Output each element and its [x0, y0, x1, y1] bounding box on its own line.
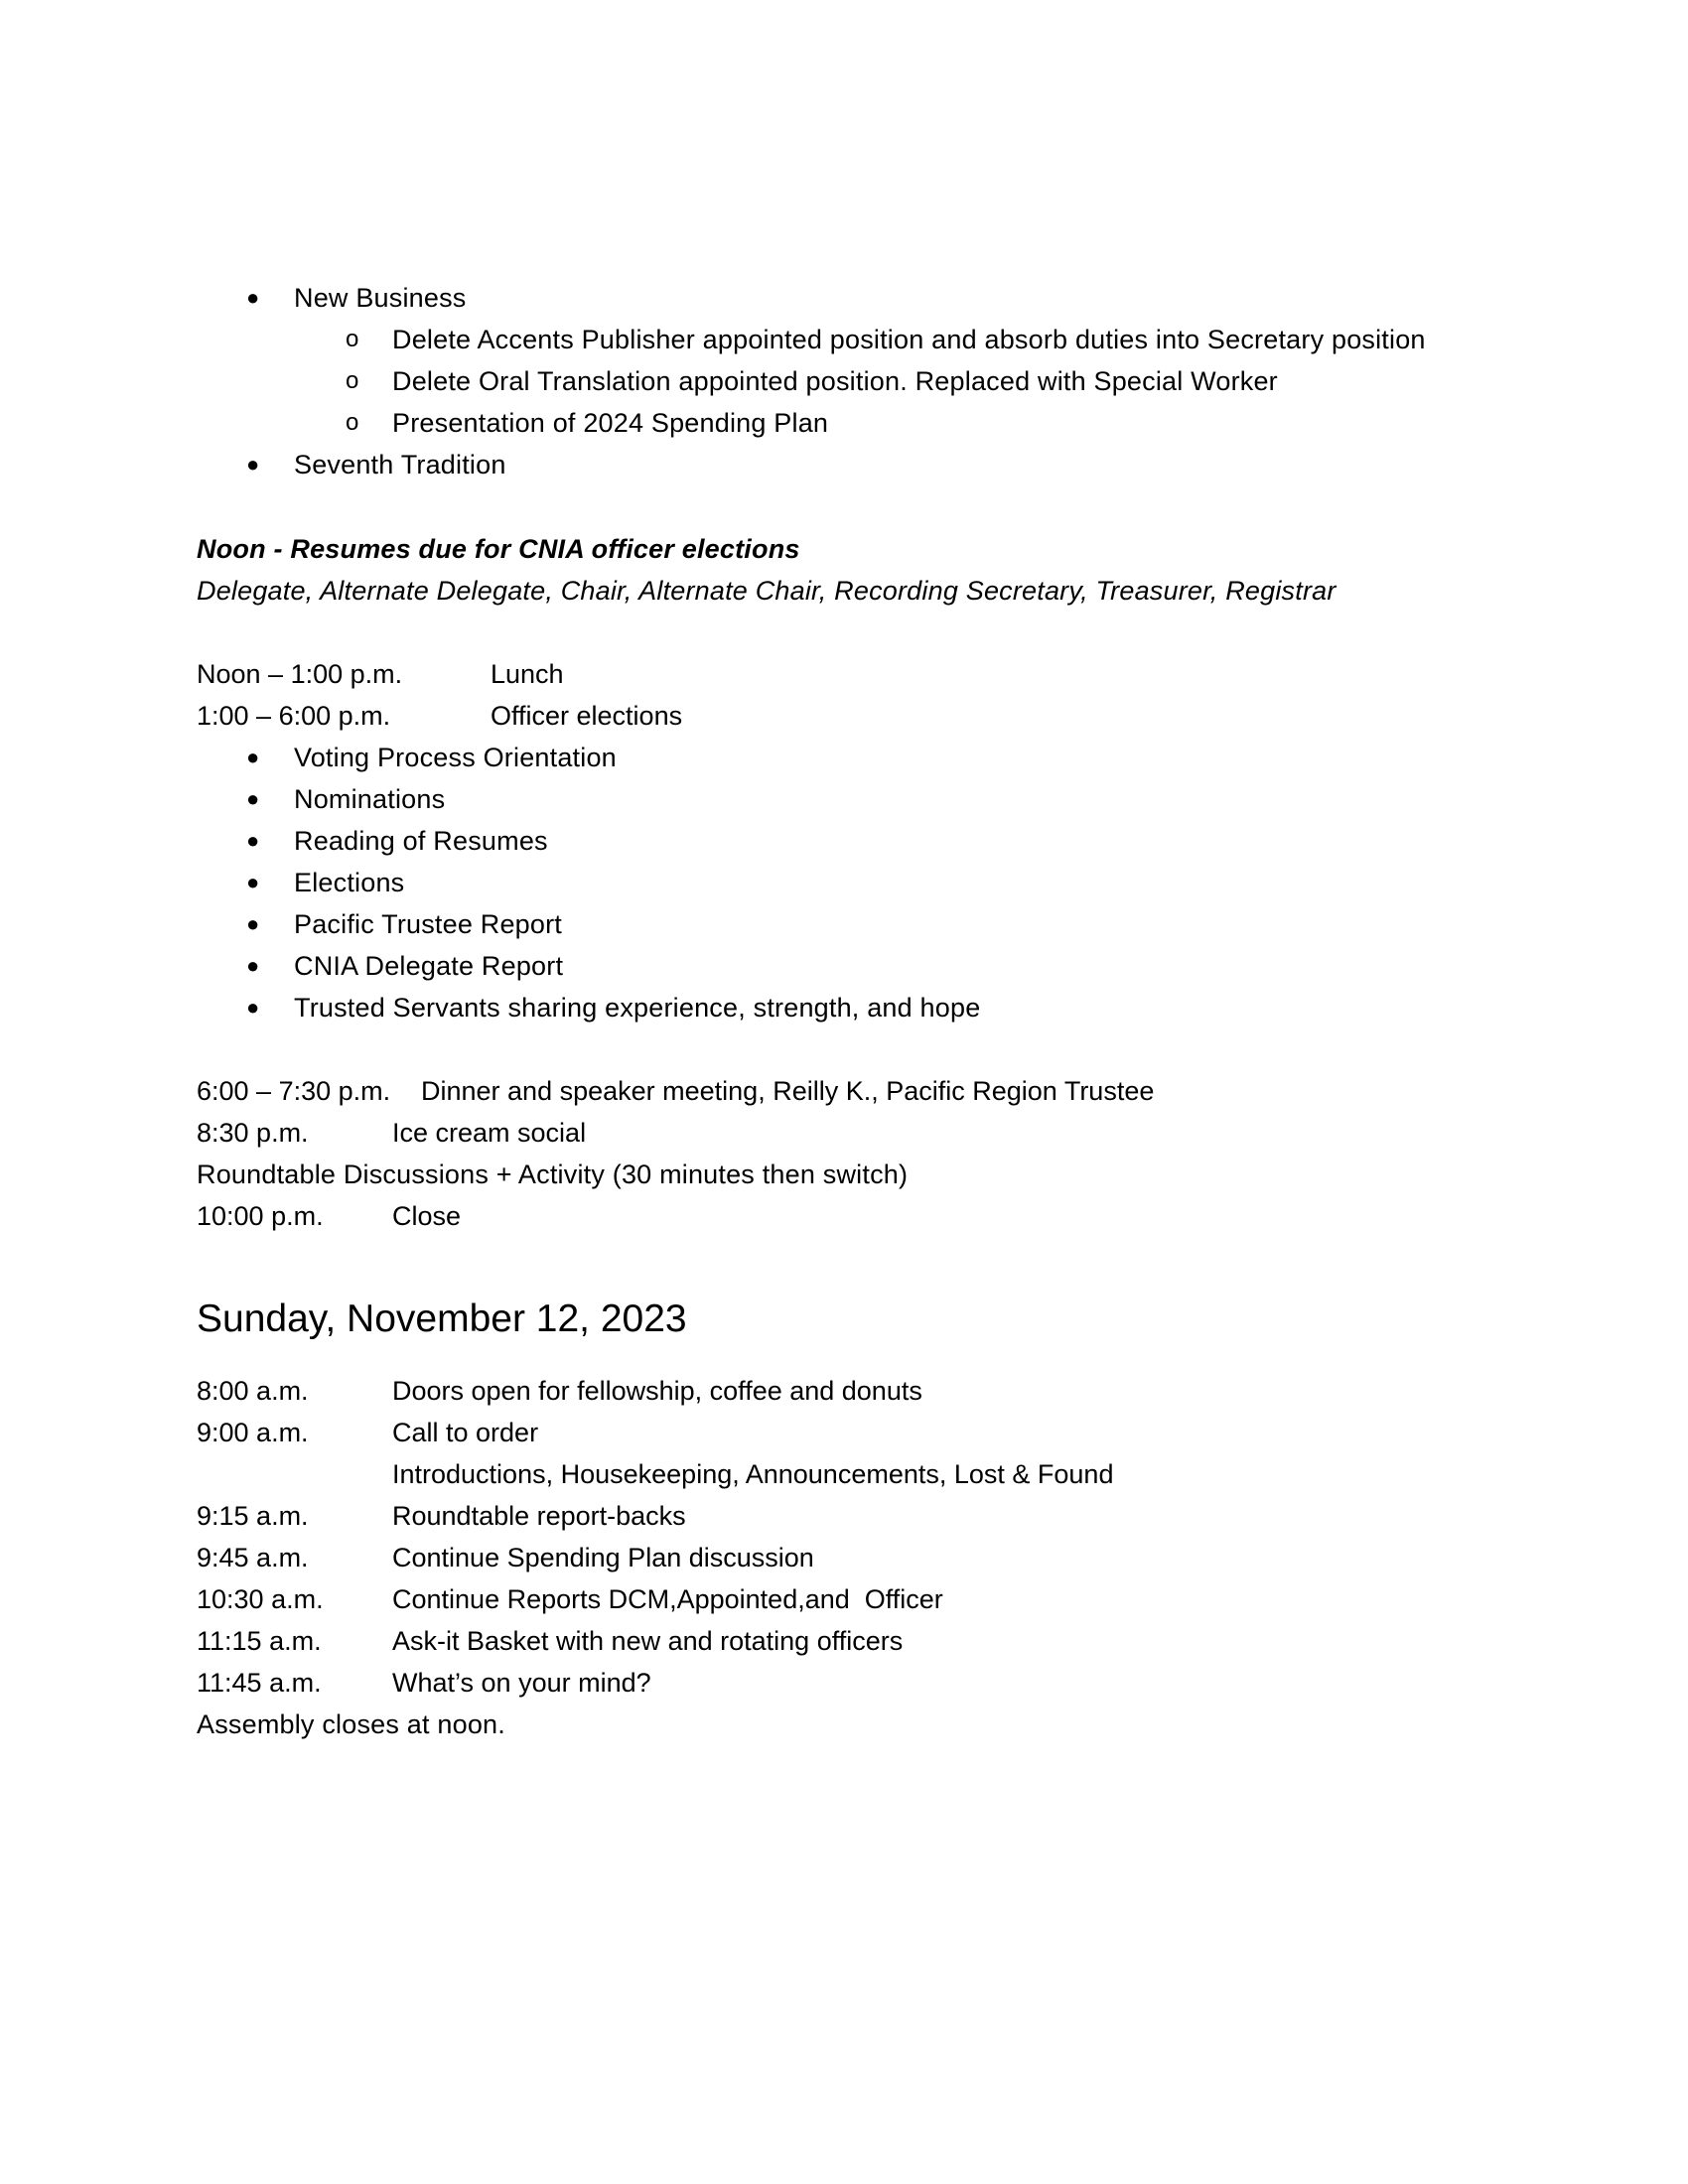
schedule-event: Dinner and speaker meeting, Reilly K., Pacific Region Trustee: [421, 1076, 1155, 1106]
sub-bullet-icon: o: [346, 409, 359, 436]
list-item: Voting Process Orientation: [294, 743, 617, 772]
schedule-time: 10:00 p.m.: [197, 1201, 324, 1231]
list-item: New Business: [294, 283, 467, 313]
bullet-icon: ●: [246, 995, 260, 1020]
schedule-time: 9:00 a.m.: [197, 1418, 309, 1447]
list-item: Seventh Tradition: [294, 450, 506, 479]
day-heading: Sunday, November 12, 2023: [197, 1297, 687, 1340]
bullet-icon: ●: [246, 870, 260, 894]
bullet-icon: ●: [246, 911, 260, 936]
schedule-event: Doors open for fellowship, coffee and donuts: [392, 1376, 922, 1406]
schedule-time: 10:30 a.m.: [197, 1584, 324, 1614]
bullet-icon: ●: [246, 828, 260, 853]
schedule-event: Close: [392, 1201, 462, 1231]
schedule-time: 1:00 – 6:00 p.m.: [197, 701, 391, 731]
schedule-event: Lunch: [491, 659, 564, 689]
sub-bullet-icon: o: [346, 367, 359, 394]
schedule-event: What’s on your mind?: [392, 1668, 651, 1698]
schedule-event: Call to order: [392, 1418, 539, 1447]
schedule-event: Roundtable report-backs: [392, 1501, 686, 1531]
list-item: Reading of Resumes: [294, 826, 548, 856]
schedule-event: Continue Reports DCM,Appointed,and Officer: [392, 1584, 943, 1614]
schedule-time: 9:15 a.m.: [197, 1501, 309, 1531]
resumes-positions: Delegate, Alternate Delegate, Chair, Alternate Chair, Recording Secretary, Treasurer, Registrar: [197, 576, 1336, 606]
schedule-time: 8:00 a.m.: [197, 1376, 309, 1406]
list-item: Elections: [294, 868, 405, 897]
sub-bullet-icon: o: [346, 326, 359, 352]
list-item: CNIA Delegate Report: [294, 951, 564, 981]
schedule-event: Continue Spending Plan discussion: [392, 1543, 814, 1572]
sub-list-item: Presentation of 2024 Spending Plan: [392, 408, 829, 438]
schedule-time: 9:45 a.m.: [197, 1543, 309, 1572]
sub-list-item: Delete Oral Translation appointed position. Replaced with Special Worker: [392, 366, 1278, 396]
schedule-time: 8:30 p.m.: [197, 1118, 309, 1148]
schedule-event: Ice cream social: [392, 1118, 587, 1148]
schedule-event: Ask-it Basket with new and rotating officers: [392, 1626, 904, 1656]
schedule-event: Introductions, Housekeeping, Announcements, Lost & Found: [392, 1459, 1114, 1489]
schedule-time: Noon – 1:00 p.m.: [197, 659, 403, 689]
bullet-icon: ●: [246, 786, 260, 811]
resumes-notice-title: Noon - Resumes due for CNIA officer elections: [197, 534, 800, 564]
closing-note: Assembly closes at noon.: [197, 1709, 505, 1739]
schedule-time: 11:15 a.m.: [197, 1626, 322, 1656]
list-item: Nominations: [294, 784, 446, 814]
list-item: Pacific Trustee Report: [294, 909, 563, 939]
schedule-event: Officer elections: [491, 701, 683, 731]
sub-list-item: Delete Accents Publisher appointed position and absorb duties into Secretary position: [392, 325, 1426, 354]
bullet-icon: ●: [246, 285, 260, 310]
schedule-time: 6:00 – 7:30 p.m.: [197, 1076, 391, 1106]
schedule-note: Roundtable Discussions + Activity (30 minutes then switch): [197, 1160, 909, 1189]
schedule-time: 11:45 a.m.: [197, 1668, 322, 1698]
bullet-icon: ●: [246, 745, 260, 769]
bullet-icon: ●: [246, 452, 260, 477]
bullet-icon: ●: [246, 953, 260, 978]
list-item: Trusted Servants sharing experience, strength, and hope: [294, 993, 981, 1023]
